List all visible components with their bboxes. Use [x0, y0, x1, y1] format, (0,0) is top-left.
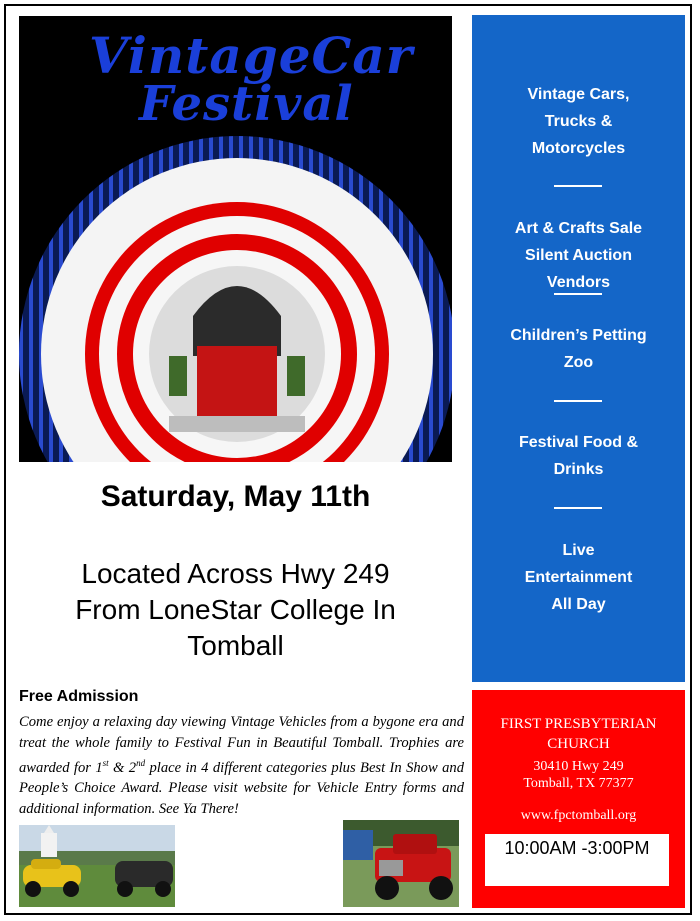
feature-line: Motorcycles: [531, 140, 626, 157]
feature-line: Live: [562, 542, 595, 559]
ordinal-suffix: nd: [136, 758, 146, 768]
sidebar-divider: [554, 185, 602, 187]
feature-line: Drinks: [553, 461, 604, 478]
event-hours: 10:00AM -3:00PM: [485, 834, 669, 886]
church-address: [472, 758, 685, 792]
location-line: From LoneStar College In: [75, 594, 396, 625]
admission-heading: Free Admission: [19, 688, 139, 705]
feature-line: Entertainment: [524, 569, 633, 586]
feature-line: All Day: [551, 596, 606, 613]
feature-petting-zoo: [472, 322, 685, 376]
car-show-photo-right: [343, 820, 459, 907]
church-website: www.fpctomball.org: [520, 808, 637, 823]
feature-food-drinks: [472, 429, 685, 483]
location-line: Tomball: [187, 630, 284, 661]
feature-line: Trucks &: [544, 113, 613, 130]
festival-title-line2: Festival: [139, 76, 354, 132]
feature-line: Zoo: [563, 354, 594, 371]
feature-line: Vintage Cars,: [527, 86, 630, 103]
car-show-photo-left: [19, 825, 175, 907]
location-line: Located Across Hwy 249: [81, 558, 390, 589]
desc-text: Come enjoy a relaxing day viewing Vintage Vehicles from a bygone era and treat the whole family to Festival Fun in Beautiful Tomball. Trophies are awarded for 1: [19, 714, 464, 776]
address-line: Tomball, TX 77377: [523, 776, 634, 791]
sidebar-divider: [554, 400, 602, 402]
church-info-box: [472, 690, 685, 908]
sidebar-divider: [554, 293, 602, 295]
feature-vehicles: [472, 81, 685, 162]
church-name-line: CHURCH: [547, 736, 610, 752]
event-date: Saturday, May 11th: [100, 480, 371, 513]
ordinal-suffix: st: [102, 758, 109, 768]
feature-line: Art & Crafts Sale: [514, 220, 643, 237]
feature-line: Silent Auction: [525, 247, 632, 264]
feature-line: Children’s Petting: [510, 327, 647, 344]
church-name-line: FIRST PRESBYTERIAN: [500, 716, 657, 732]
feature-vendors: Vendors: [546, 274, 611, 291]
desc-text: & 2: [108, 759, 137, 776]
event-location: [19, 556, 452, 664]
feature-crafts-auction: [472, 215, 685, 296]
sidebar-divider: [554, 507, 602, 509]
feature-entertainment: [472, 537, 685, 618]
festival-title-line1: VintageCar: [89, 26, 414, 85]
church-name: [472, 714, 685, 754]
address-line: 30410 Hwy 249: [533, 759, 624, 774]
features-sidebar: [472, 15, 685, 682]
event-description: [19, 712, 464, 819]
feature-line: Festival Food &: [518, 434, 639, 451]
hero-image: [19, 16, 452, 462]
desc-text: place in 4 different categories plus Best In Show and People’s Choice Award. Please visit website for Vehicle Entry forms and additional information. See Ya There!: [19, 759, 464, 817]
